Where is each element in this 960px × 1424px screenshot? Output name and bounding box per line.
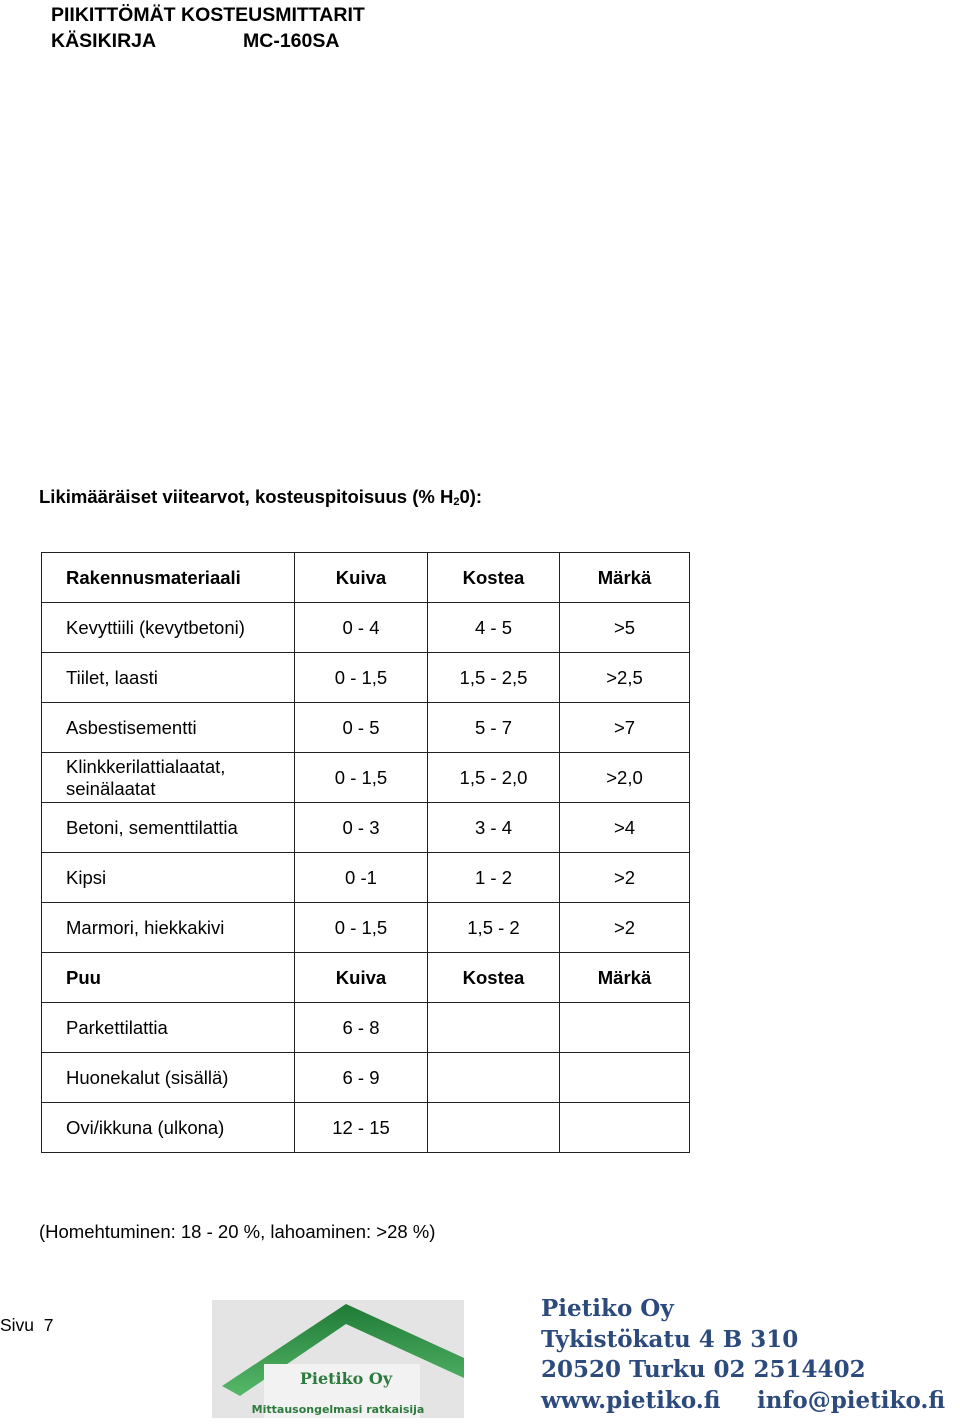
- page-label: Sivu: [0, 1315, 35, 1335]
- damp-cell: 1,5 - 2: [428, 903, 560, 953]
- company-contact: [541, 1294, 945, 1416]
- model-label: MC-160SA: [243, 30, 340, 52]
- damp-cell: 5 - 7: [428, 703, 560, 753]
- column-header: Kostea: [428, 553, 560, 603]
- table-row: [42, 853, 690, 903]
- heading-subscript: 2: [453, 496, 460, 508]
- material-cell: Klinkkerilattialaatat, seinälaatat: [42, 753, 295, 803]
- document-header: [51, 2, 365, 54]
- wet-cell: >7: [560, 703, 690, 753]
- table-header-row: [42, 553, 690, 603]
- dry-cell: 0 - 5: [295, 703, 428, 753]
- dry-cell: 0 - 1,5: [295, 653, 428, 703]
- column-header: Rakennusmateriaali: [42, 553, 295, 603]
- dry-cell: 0 - 3: [295, 803, 428, 853]
- table-row: [42, 803, 690, 853]
- column-header: Puu: [42, 953, 295, 1003]
- damp-cell: 1 - 2: [428, 853, 560, 903]
- wet-cell: [560, 1053, 690, 1103]
- wet-cell: >2,5: [560, 653, 690, 703]
- company-email[interactable]: info@pietiko.fi: [757, 1386, 946, 1414]
- table-row: [42, 1103, 690, 1153]
- dry-cell: 12 - 15: [295, 1103, 428, 1153]
- dry-cell: 0 - 1,5: [295, 753, 428, 803]
- damp-cell: [428, 1053, 560, 1103]
- material-cell: Betoni, sementtilattia: [42, 803, 295, 853]
- damp-cell: 3 - 4: [428, 803, 560, 853]
- company-name: Pietiko Oy: [541, 1295, 674, 1322]
- manual-label: KÄSIKIRJA: [51, 30, 157, 52]
- dry-cell: 0 -1: [295, 853, 428, 903]
- material-cell: Huonekalut (sisällä): [42, 1053, 295, 1103]
- material-cell: Kevyttiili (kevytbetoni): [42, 603, 295, 653]
- column-header: Märkä: [560, 553, 690, 603]
- company-street: Tykistökatu 4 B 310: [541, 1325, 799, 1353]
- table-row: [42, 653, 690, 703]
- wet-cell: >5: [560, 603, 690, 653]
- wet-cell: >2: [560, 853, 690, 903]
- column-header: Kostea: [428, 953, 560, 1003]
- material-cell: Asbestisementti: [42, 703, 295, 753]
- table-row: [42, 753, 690, 803]
- company-city-phone: 20520 Turku 02 2514402: [541, 1356, 866, 1383]
- table-row: [42, 603, 690, 653]
- dry-cell: 6 - 8: [295, 1003, 428, 1053]
- company-website[interactable]: www.pietiko.fi: [541, 1386, 721, 1414]
- table-row: [42, 903, 690, 953]
- section-heading: [39, 486, 482, 508]
- damp-cell: 1,5 - 2,0: [428, 753, 560, 803]
- material-cell: Ovi/ikkuna (ulkona): [42, 1103, 295, 1153]
- material-cell: Parkettilattia: [42, 1003, 295, 1053]
- moisture-reference-table: [41, 552, 690, 1153]
- column-header: Kuiva: [295, 553, 428, 603]
- material-cell: Marmori, hiekkakivi: [42, 903, 295, 953]
- heading-text: Likimääräiset viitearvot, kosteuspitoisuus (% H: [39, 486, 454, 507]
- wet-cell: >2: [560, 903, 690, 953]
- damp-cell: [428, 1003, 560, 1053]
- dry-cell: 0 - 4: [295, 603, 428, 653]
- wet-cell: [560, 1103, 690, 1153]
- column-header: Märkä: [560, 953, 690, 1003]
- wet-cell: >2,0: [560, 753, 690, 803]
- material-cell: Tiilet, laasti: [42, 653, 295, 703]
- table-row: [42, 1053, 690, 1103]
- document-title: PIIKITTÖMÄT KOSTEUSMITTARIT: [51, 4, 365, 26]
- table-row: [42, 703, 690, 753]
- heading-text-end: 0):: [459, 486, 483, 507]
- damp-cell: 4 - 5: [428, 603, 560, 653]
- material-cell: Kipsi: [42, 853, 295, 903]
- company-logo: [212, 1300, 464, 1418]
- company-web-row: [541, 1386, 945, 1417]
- logo-tagline: Mittausongelmasi ratkaisija: [251, 1403, 425, 1416]
- header-subline: [51, 28, 365, 54]
- page-number-value: 7: [43, 1315, 54, 1335]
- dry-cell: 6 - 9: [295, 1053, 428, 1103]
- dry-cell: 0 - 1,5: [295, 903, 428, 953]
- logo-name: Pietiko Oy: [299, 1369, 393, 1388]
- page-number: [0, 1315, 54, 1336]
- damp-cell: 1,5 - 2,5: [428, 653, 560, 703]
- wet-cell: >4: [560, 803, 690, 853]
- wet-cell: [560, 1003, 690, 1053]
- footnote: (Homehtuminen: 18 - 20 %, lahoaminen: >28 %): [39, 1221, 436, 1242]
- wood-header-row: [42, 953, 690, 1003]
- damp-cell: [428, 1103, 560, 1153]
- column-header: Kuiva: [295, 953, 428, 1003]
- table-row: [42, 1003, 690, 1053]
